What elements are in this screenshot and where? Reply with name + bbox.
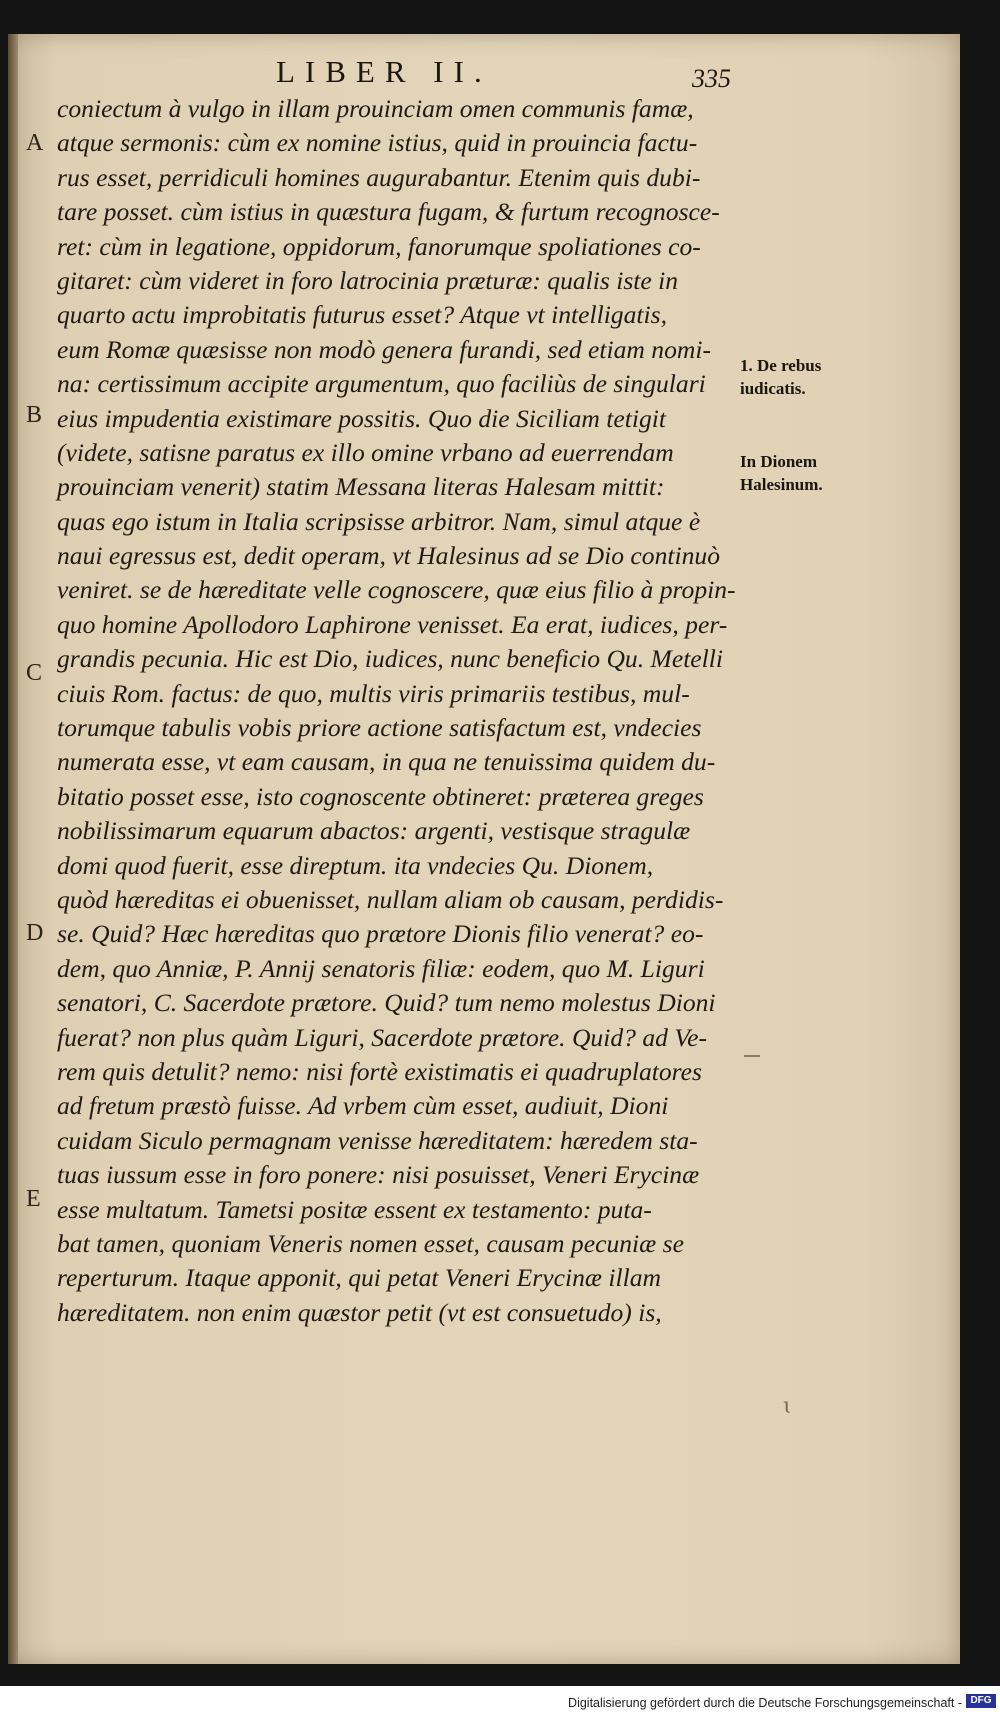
- text-line: grandis pecunia. Hic est Dio, iudices, nunc beneficio Qu. Metelli: [57, 644, 723, 674]
- text-line: tuas iussum esse in foro ponere: nisi posuisset, Veneri Erycinæ: [57, 1160, 700, 1190]
- marginal-note-line: iudicatis.: [740, 379, 806, 398]
- text-line: bat tamen, quoniam Veneris nomen esset, causam pecuniæ se: [57, 1228, 684, 1258]
- text-line: nobilissimarum equarum abactos: argenti, vestisque stragulæ: [57, 816, 691, 846]
- text-line: atque sermonis: cùm ex nomine istius, quid in prouincia factu-: [57, 128, 698, 158]
- marginal-note-line: In Dionem: [740, 452, 817, 471]
- section-letter-b: B: [26, 402, 43, 428]
- text-line: ad fretum præstò fuisse. Ad vrbem cùm esset, audiuit, Dioni: [57, 1091, 669, 1121]
- text-line: (videte, satisne paratus ex illo omine vrbano ad euerrendam: [57, 437, 674, 467]
- body-text: [57, 92, 747, 1330]
- text-line: cuidam Siculo permagnam venisse hæreditatem: hæredem sta-: [57, 1125, 698, 1155]
- text-line: eius impudentia existimare possitis. Quo die Siciliam tetigit: [57, 403, 666, 433]
- marginal-note: [740, 354, 821, 400]
- text-line: ciuis Rom. factus: de quo, multis viris primariis testibus, mul-: [57, 678, 690, 708]
- text-line: reperturum. Itaque apponit, qui petat Veneri Erycinæ illam: [57, 1263, 661, 1293]
- text-line: quas ego istum in Italia scripsisse arbitror. Nam, simul atque è: [57, 506, 701, 536]
- text-line: torumque tabulis vobis priore actione satisfactum est, vndecies: [57, 713, 702, 743]
- section-letter-d: D: [26, 920, 44, 946]
- text-line: quo homine Apollodoro Laphirone venisset. Ea erat, iudices, per-: [57, 609, 728, 639]
- dfg-logo: DFG: [966, 1694, 996, 1708]
- text-line: prouinciam venerit) statim Messana literas Halesam mittit:: [57, 472, 665, 502]
- text-line: bitatio posset esse, isto cognoscente obtineret: præterea greges: [57, 781, 704, 811]
- footer-credit: Digitalisierung gefördert durch die Deutsche Forschungsgemeinschaft -: [568, 1696, 962, 1710]
- text-line: rus esset, perridiculi homines augurabantur. Etenim quis dubi-: [57, 162, 701, 192]
- text-line: domi quod fuerit, esse direptum. ita vndecies Qu. Dionem,: [57, 850, 654, 880]
- text-line: numerata esse, vt eam causam, in qua ne tenuissima quidem du-: [57, 747, 716, 777]
- section-letter-e: E: [26, 1186, 41, 1212]
- page-spine-edge: [8, 34, 18, 1664]
- text-line: dem, quo Anniæ, P. Annij senatoris filiæ: eodem, quo M. Liguri: [57, 953, 705, 983]
- text-line: eum Romæ quæsisse non modò genera furandi, sed etiam nomi-: [57, 334, 712, 364]
- text-line: senatori, C. Sacerdote prætore. Quid? tum nemo molestus Dioni: [57, 988, 716, 1018]
- text-line: esse multatum. Tametsi positæ essent ex testamento: puta-: [57, 1194, 652, 1224]
- text-line: rem quis detulit? nemo: nisi fortè existimatis ei quadruplatores: [57, 1056, 703, 1086]
- text-line: fuerat? non plus quàm Liguri, Sacerdote prætore. Quid? ad Ve-: [57, 1022, 708, 1052]
- section-letter-c: C: [26, 660, 43, 686]
- text-line: quòd hæreditas ei obuenisset, nullam aliam ob causam, perdidis-: [57, 884, 724, 914]
- section-letter-a: A: [26, 130, 44, 156]
- text-line: se. Quid? Hæc hæreditas quo prætore Dionis filio venerat? eo-: [57, 919, 704, 949]
- running-head: LIBER II.: [276, 54, 492, 89]
- page-number: 335: [692, 64, 731, 93]
- text-line: veniret. se de hæreditate velle cognoscere, quæ eius filio à propin-: [57, 575, 736, 605]
- text-line: quarto actu improbitatis futurus esset? Atque vt intelligatis,: [57, 300, 667, 330]
- text-line: naui egressus est, dedit operam, vt Halesinus ad se Dio continuò: [57, 541, 721, 571]
- marginal-note: [740, 450, 823, 496]
- text-line: gitaret: cùm videret in foro latrocinia præturæ: qualis iste in: [57, 265, 679, 295]
- margin-hook-mark: ɩ: [783, 1394, 792, 1419]
- text-line: na: certissimum accipite argumentum, quo faciliùs de singulari: [57, 369, 706, 399]
- marginal-note-line: Halesinum.: [740, 475, 823, 494]
- text-line: hæreditatem. non enim quæstor petit (vt est consuetudo) is,: [57, 1297, 662, 1327]
- text-line: coniectum à vulgo in illam prouinciam omen communis famæ,: [57, 94, 694, 123]
- text-line: tare posset. cùm istius in quæstura fugam, & furtum recognosce-: [57, 197, 720, 227]
- margin-dash-mark: [744, 1055, 760, 1057]
- text-line: ret: cùm in legatione, oppidorum, fanorumque spoliationes co-: [57, 231, 701, 261]
- marginal-note-line: 1. De rebus: [740, 356, 822, 375]
